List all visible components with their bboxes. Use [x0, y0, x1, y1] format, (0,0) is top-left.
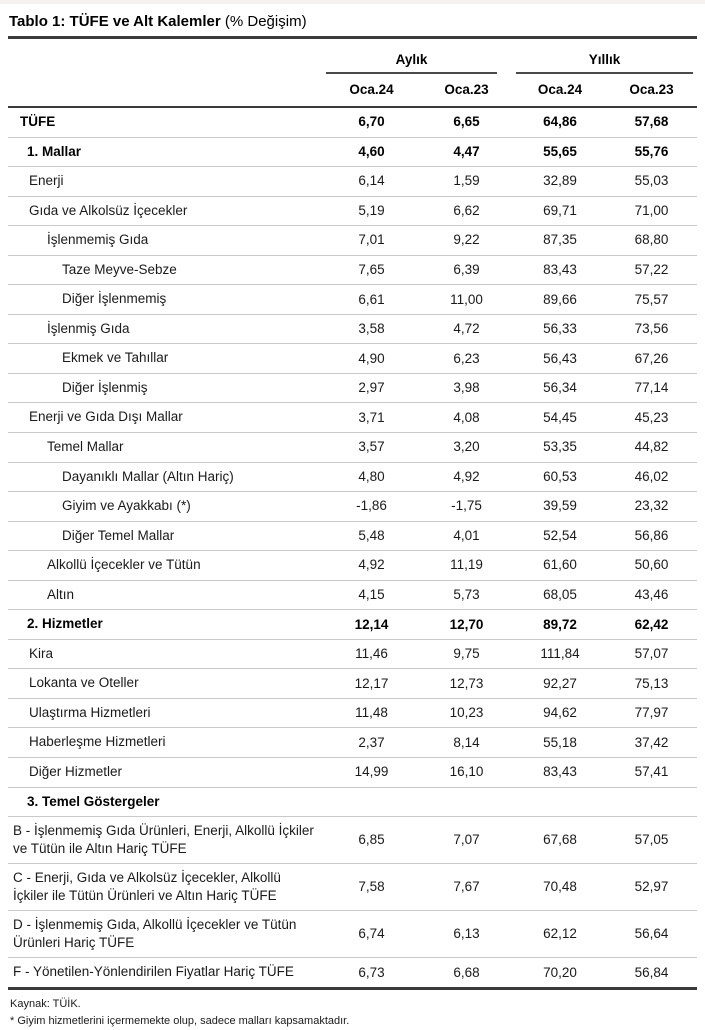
- cell-value: 60,53: [514, 462, 606, 492]
- cell-value: 75,13: [606, 669, 697, 699]
- cell-value: 89,66: [514, 285, 606, 315]
- cell-value: 6,65: [419, 107, 514, 137]
- table-row: [8, 669, 697, 699]
- cell-value: 53,35: [514, 433, 606, 463]
- table-row: [8, 758, 697, 788]
- row-label: Alkollü İçecekler ve Tütün: [8, 551, 324, 581]
- row-label: Taze Meyve-Sebze: [8, 255, 324, 285]
- table-row: [8, 433, 697, 463]
- cell-value: 89,72: [514, 610, 606, 640]
- row-label: Ekmek ve Tahıllar: [8, 344, 324, 374]
- table-row: [8, 107, 697, 137]
- cell-value: 14,99: [324, 758, 419, 788]
- row-label: B - İşlenmemiş Gıda Ürünleri, Enerji, Alkollü İçkiler ve Tütün ile Altın Hariç TÜFE: [8, 817, 324, 864]
- cell-value: 73,56: [606, 314, 697, 344]
- table-row: [8, 226, 697, 256]
- cell-value: 37,42: [606, 728, 697, 758]
- table-row: [8, 373, 697, 403]
- cell-value: 57,22: [606, 255, 697, 285]
- cell-value: 83,43: [514, 758, 606, 788]
- cell-value: 69,71: [514, 196, 606, 226]
- cell-value: 16,10: [419, 758, 514, 788]
- row-label: F - Yönetilen-Yönlendirilen Fiyatlar Hariç TÜFE: [8, 958, 324, 989]
- cell-value: [514, 787, 606, 817]
- cell-value: 68,05: [514, 580, 606, 610]
- cell-value: 52,54: [514, 521, 606, 551]
- cell-value: 32,89: [514, 167, 606, 197]
- row-label: D - İşlenmemiş Gıda, Alkollü İçecekler ve Tütün Ürünleri Hariç TÜFE: [8, 911, 324, 958]
- row-label: Giyim ve Ayakkabı (*): [8, 492, 324, 522]
- cell-value: 11,00: [419, 285, 514, 315]
- col-group-aylik: Aylık: [326, 52, 497, 74]
- cell-value: 111,84: [514, 639, 606, 669]
- row-label: Lokanta ve Oteller: [8, 669, 324, 699]
- cell-value: 55,03: [606, 167, 697, 197]
- table-content: [0, 4, 705, 1030]
- cell-value: 6,39: [419, 255, 514, 285]
- cell-value: 56,86: [606, 521, 697, 551]
- cell-value: 4,92: [419, 462, 514, 492]
- column-group-aylik-cell: [324, 49, 514, 74]
- cell-value: 50,60: [606, 551, 697, 581]
- table-row: [8, 492, 697, 522]
- cell-value: 2,97: [324, 373, 419, 403]
- row-label: 3. Temel Göstergeler: [8, 787, 324, 817]
- cell-value: 4,90: [324, 344, 419, 374]
- cell-value: 6,68: [419, 958, 514, 989]
- cell-value: 43,46: [606, 580, 697, 610]
- cell-value: 5,73: [419, 580, 514, 610]
- cell-value: 70,48: [514, 864, 606, 911]
- table-row: [8, 314, 697, 344]
- cell-value: 77,14: [606, 373, 697, 403]
- cell-value: [419, 787, 514, 817]
- cell-value: 5,48: [324, 521, 419, 551]
- source-note: Kaynak: TÜİK.: [10, 997, 81, 1010]
- cell-value: 6,62: [419, 196, 514, 226]
- row-label: 1. Mallar: [8, 137, 324, 167]
- cell-value: 4,92: [324, 551, 419, 581]
- cell-value: 56,43: [514, 344, 606, 374]
- row-label: Diğer İşlenmemiş: [8, 285, 324, 315]
- cell-value: 12,14: [324, 610, 419, 640]
- cell-value: 54,45: [514, 403, 606, 433]
- column-group-spacer: [8, 49, 324, 74]
- table-title-bold: Tablo 1: TÜFE ve Alt Kalemler: [9, 13, 221, 30]
- row-label: Haberleşme Hizmetleri: [8, 728, 324, 758]
- table-row: [8, 958, 697, 989]
- cell-value: 3,58: [324, 314, 419, 344]
- cell-value: 3,98: [419, 373, 514, 403]
- table-row: [8, 911, 697, 958]
- table-row: [8, 639, 697, 669]
- cell-value: 4,15: [324, 580, 419, 610]
- footnote: * Giyim hizmetlerini içermemekte olup, sadece malları kapsamaktadır.: [10, 1015, 350, 1027]
- cell-value: 6,74: [324, 911, 419, 958]
- cell-value: 57,68: [606, 107, 697, 137]
- cell-value: 6,13: [419, 911, 514, 958]
- cell-value: 8,14: [419, 728, 514, 758]
- cell-value: 7,65: [324, 255, 419, 285]
- cell-value: 4,60: [324, 137, 419, 167]
- cell-value: 7,58: [324, 864, 419, 911]
- cell-value: 67,26: [606, 344, 697, 374]
- table-footer: [8, 990, 697, 1030]
- cell-value: [324, 787, 419, 817]
- cell-value: 70,20: [514, 958, 606, 989]
- table-title: [8, 11, 697, 39]
- cell-value: 64,86: [514, 107, 606, 137]
- cell-value: -1,75: [419, 492, 514, 522]
- cell-value: 6,23: [419, 344, 514, 374]
- cell-value: 6,73: [324, 958, 419, 989]
- cell-value: 71,00: [606, 196, 697, 226]
- table-row: [8, 580, 697, 610]
- tufe-table: [8, 49, 697, 990]
- cell-value: 2,37: [324, 728, 419, 758]
- col-header-yillik-oca24: Oca.24: [514, 74, 606, 107]
- cell-value: 56,34: [514, 373, 606, 403]
- cell-value: 57,05: [606, 817, 697, 864]
- row-label: Kira: [8, 639, 324, 669]
- table-body: [8, 107, 697, 988]
- table-row: [8, 255, 697, 285]
- column-header-row: [8, 74, 697, 107]
- cell-value: 4,72: [419, 314, 514, 344]
- table-row: [8, 610, 697, 640]
- cell-value: 6,85: [324, 817, 419, 864]
- row-label: Dayanıklı Mallar (Altın Hariç): [8, 462, 324, 492]
- cell-value: 55,18: [514, 728, 606, 758]
- cell-value: 11,46: [324, 639, 419, 669]
- cell-value: 57,07: [606, 639, 697, 669]
- table-row: [8, 551, 697, 581]
- cell-value: 7,67: [419, 864, 514, 911]
- cell-value: 4,08: [419, 403, 514, 433]
- cell-value: 77,97: [606, 698, 697, 728]
- cell-value: 6,14: [324, 167, 419, 197]
- table-row: [8, 864, 697, 911]
- cell-value: 39,59: [514, 492, 606, 522]
- cell-value: 61,60: [514, 551, 606, 581]
- cell-value: 52,97: [606, 864, 697, 911]
- row-label: Temel Mallar: [8, 433, 324, 463]
- cell-value: 45,23: [606, 403, 697, 433]
- cell-value: 4,80: [324, 462, 419, 492]
- row-label: Enerji: [8, 167, 324, 197]
- col-header-aylik-oca24: Oca.24: [324, 74, 419, 107]
- cell-value: 12,17: [324, 669, 419, 699]
- row-label: İşlenmemiş Gıda: [8, 226, 324, 256]
- cell-value: 12,70: [419, 610, 514, 640]
- cell-value: 94,62: [514, 698, 606, 728]
- table-row: [8, 817, 697, 864]
- table-row: [8, 462, 697, 492]
- table-row: [8, 698, 697, 728]
- table-row: [8, 787, 697, 817]
- row-label: Diğer İşlenmiş: [8, 373, 324, 403]
- cell-value: 46,02: [606, 462, 697, 492]
- cell-value: 11,48: [324, 698, 419, 728]
- column-group-row: [8, 49, 697, 74]
- column-group-yillik-cell: [514, 49, 697, 74]
- table-row: [8, 728, 697, 758]
- cell-value: 56,84: [606, 958, 697, 989]
- row-label: TÜFE: [8, 107, 324, 137]
- row-label: Gıda ve Alkolsüz İçecekler: [8, 196, 324, 226]
- col-group-yillik: Yıllık: [516, 52, 693, 74]
- cell-value: -1,86: [324, 492, 419, 522]
- cell-value: 1,59: [419, 167, 514, 197]
- cell-value: 3,57: [324, 433, 419, 463]
- column-header-spacer: [8, 74, 324, 107]
- table-row: [8, 137, 697, 167]
- cell-value: 67,68: [514, 817, 606, 864]
- table-row: [8, 403, 697, 433]
- cell-value: 62,12: [514, 911, 606, 958]
- cell-value: 75,57: [606, 285, 697, 315]
- cell-value: 12,73: [419, 669, 514, 699]
- cell-value: 44,82: [606, 433, 697, 463]
- row-label: Diğer Hizmetler: [8, 758, 324, 788]
- table-row: [8, 196, 697, 226]
- cell-value: 6,70: [324, 107, 419, 137]
- cell-value: 7,07: [419, 817, 514, 864]
- cell-value: 5,19: [324, 196, 419, 226]
- cell-value: 62,42: [606, 610, 697, 640]
- cell-value: 4,47: [419, 137, 514, 167]
- col-header-yillik-oca23: Oca.23: [606, 74, 697, 107]
- cell-value: 10,23: [419, 698, 514, 728]
- table-row: [8, 521, 697, 551]
- cell-value: 6,61: [324, 285, 419, 315]
- cell-value: 9,75: [419, 639, 514, 669]
- col-header-aylik-oca23: Oca.23: [419, 74, 514, 107]
- row-label: Ulaştırma Hizmetleri: [8, 698, 324, 728]
- row-label: Diğer Temel Mallar: [8, 521, 324, 551]
- table-row: [8, 285, 697, 315]
- row-label: 2. Hizmetler: [8, 610, 324, 640]
- cell-value: 55,65: [514, 137, 606, 167]
- cell-value: 56,64: [606, 911, 697, 958]
- cell-value: 87,35: [514, 226, 606, 256]
- cell-value: 83,43: [514, 255, 606, 285]
- cell-value: 4,01: [419, 521, 514, 551]
- cell-value: 7,01: [324, 226, 419, 256]
- table-row: [8, 167, 697, 197]
- cell-value: 68,80: [606, 226, 697, 256]
- table-title-unit: (% Değişim): [220, 13, 307, 30]
- cell-value: 56,33: [514, 314, 606, 344]
- row-label: Altın: [8, 580, 324, 610]
- cell-value: 92,27: [514, 669, 606, 699]
- cell-value: 3,71: [324, 403, 419, 433]
- table-row: [8, 344, 697, 374]
- row-label: İşlenmiş Gıda: [8, 314, 324, 344]
- cell-value: 11,19: [419, 551, 514, 581]
- cell-value: 23,32: [606, 492, 697, 522]
- cell-value: 55,76: [606, 137, 697, 167]
- row-label: Enerji ve Gıda Dışı Mallar: [8, 403, 324, 433]
- cell-value: [606, 787, 697, 817]
- cell-value: 3,20: [419, 433, 514, 463]
- cell-value: 9,22: [419, 226, 514, 256]
- row-label: C - Enerji, Gıda ve Alkolsüz İçecekler, Alkollü İçkiler ile Tütün Ürünleri ve Altın Hariç TÜFE: [8, 864, 324, 911]
- cell-value: 57,41: [606, 758, 697, 788]
